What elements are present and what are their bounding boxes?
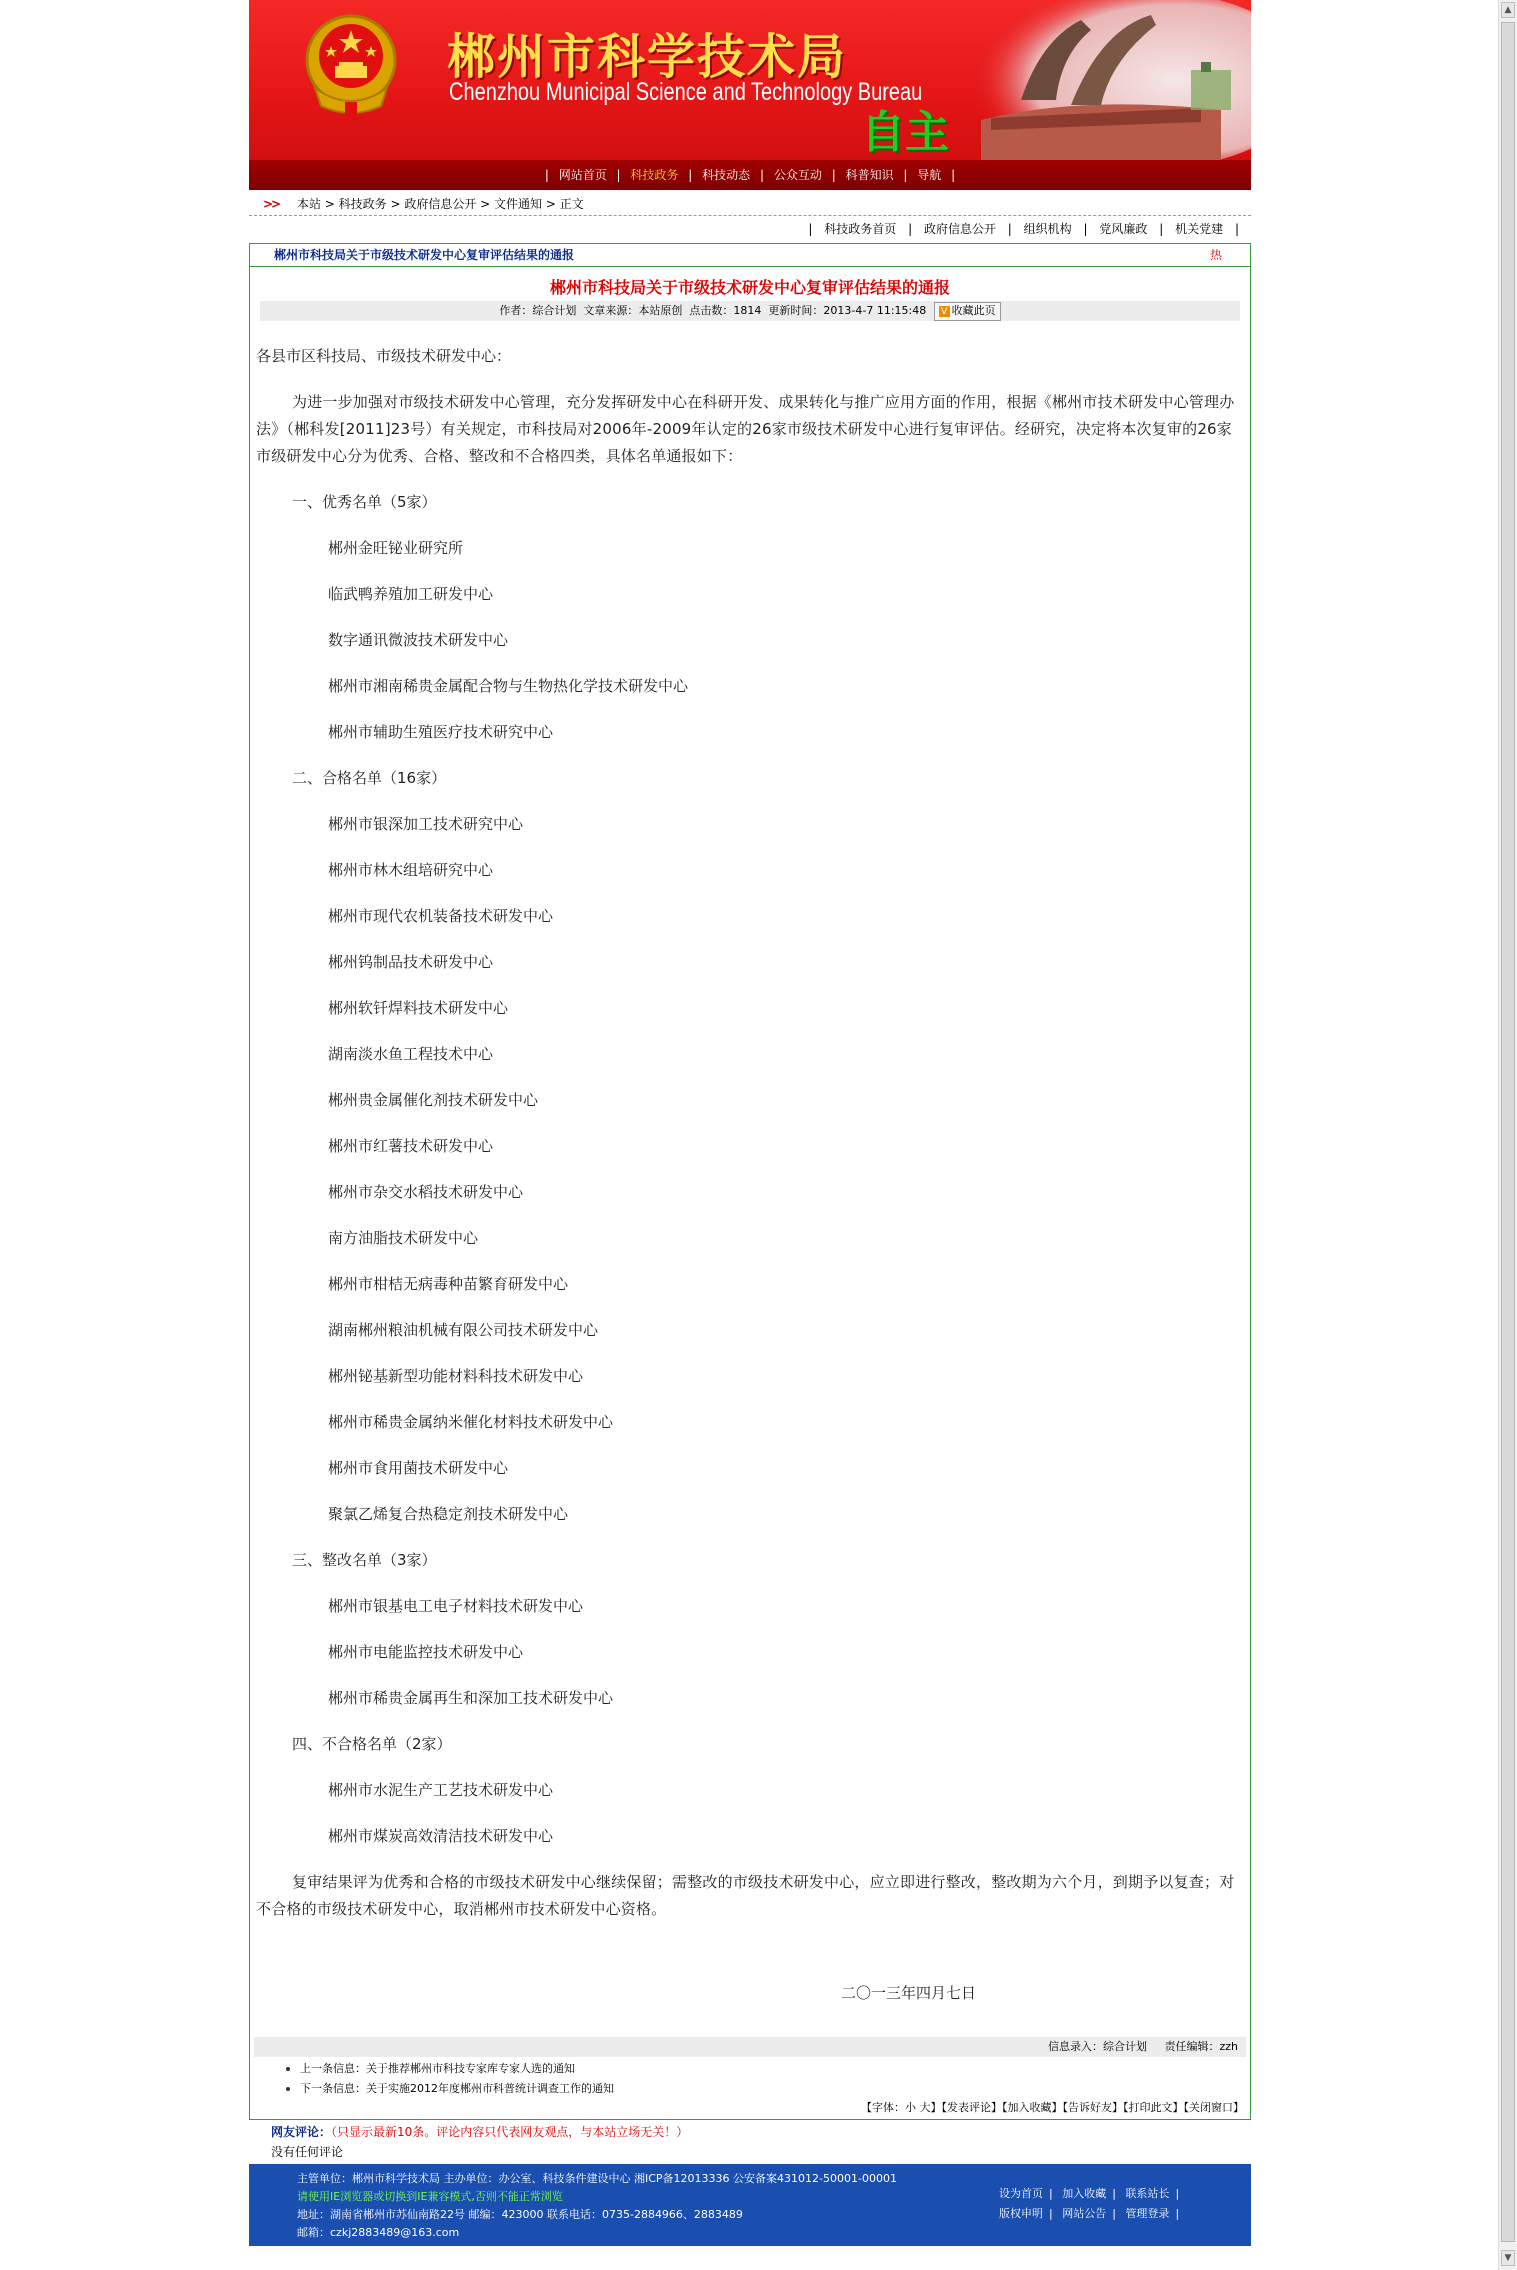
issue-date: 二〇一三年四月七日: [840, 1984, 976, 2002]
subnav-separator: |: [1083, 222, 1088, 236]
list-item: 湖南淡水鱼工程技术中心: [328, 1045, 494, 1063]
favorite-label: 收藏此页: [951, 304, 996, 317]
next-label: 下一条信息：: [300, 2082, 366, 2095]
author-label: 作者：: [499, 304, 533, 317]
info-entry-value: 综合计划: [1102, 2040, 1147, 2053]
add-favorite-link[interactable]: 加入收藏: [1062, 2187, 1107, 2200]
list-item: 郴州市食用菌技术研发中心: [328, 1459, 509, 1477]
next-link-row: [286, 2079, 1250, 2099]
updated-label: 更新时间：: [768, 304, 824, 317]
comments-label: 网友评论：: [271, 2125, 332, 2139]
print-article-button[interactable]: 【打印此文】: [1123, 2101, 1184, 2114]
section-heading: 三、整改名单（3家）: [292, 1551, 437, 1569]
list-item: 郴州贵金属催化剂技术研发中心: [328, 1091, 539, 1109]
nav-separator: |: [903, 168, 908, 182]
list-item: 郴州市柑桔无病毒种苗繁育研发中心: [328, 1275, 569, 1293]
subnav-item[interactable]: 政府信息公开: [923, 222, 996, 236]
subnav-item[interactable]: 科技政务首页: [824, 222, 897, 236]
list-item: 郴州钨制品技术研发中心: [328, 953, 494, 971]
list-item: 郴州软钎焊料技术研发中心: [328, 999, 509, 1017]
nav-item-science[interactable]: 科普知识: [845, 168, 894, 182]
subnav-separator: |: [1159, 222, 1164, 236]
breadcrumb-item-current: 正文: [559, 197, 584, 211]
article-box: [249, 243, 1251, 2120]
site-footer: [249, 2164, 1251, 2246]
breadcrumb-item[interactable]: 政府信息公开: [404, 197, 477, 211]
list-item: 郴州金旺铋业研究所: [328, 539, 464, 557]
nav-item-interaction[interactable]: 公众互动: [773, 168, 822, 182]
nav-separator: |: [759, 168, 765, 182]
footer-owner: 主管单位：郴州市科学技术局 主办单位：办公室、科技条件建设中心 湘ICP备12013336 公安备案431012-50001-00001: [297, 2172, 897, 2185]
post-comment-button[interactable]: 【发表评论】: [941, 2101, 1002, 2114]
conclusion-paragraph: 复审结果评为优秀和合格的市级技术研发中心继续保留；需整改的市级技术研发中心，应立即进行整改，整改期为六个月，到期予以复查；对不合格的市级技术研发中心，取消郴州市技术研发中心资格。: [256, 1873, 1235, 1918]
close-window-button[interactable]: 【关闭窗口】: [1183, 2101, 1244, 2114]
prev-label: 上一条信息：: [300, 2062, 366, 2075]
bullet-icon: [286, 2087, 290, 2091]
prev-link-row: [286, 2059, 1250, 2079]
site-banner: [249, 0, 1251, 160]
prev-next-links: [250, 2059, 1250, 2099]
footer-browser-warning: 请使用IE浏览器或切换到IE兼容模式,否则不能正常浏览: [297, 2190, 563, 2203]
breadcrumb-item[interactable]: 本站: [296, 197, 321, 211]
subnav-item[interactable]: 组织机构: [1023, 222, 1072, 236]
subnav-separator: |: [1234, 222, 1239, 236]
clicks-label: 点击数：: [689, 304, 734, 317]
breadcrumb-item[interactable]: 文件通知: [494, 197, 543, 211]
article-box-header: [250, 244, 1250, 267]
info-row: [254, 2037, 1246, 2057]
admin-login-link[interactable]: 管理登录: [1125, 2207, 1170, 2220]
subnav-item[interactable]: 党风廉政: [1099, 222, 1148, 236]
favorite-page-button[interactable]: [934, 302, 1001, 321]
article-content: [250, 321, 1250, 2007]
subnav-separator: |: [1007, 222, 1012, 236]
comments-header: [249, 2122, 1251, 2142]
set-homepage-link[interactable]: 设为首页: [999, 2187, 1043, 2200]
list-item: 郴州市煤炭高效清洁技术研发中心: [328, 1827, 554, 1845]
article-meta: [260, 301, 1240, 321]
list-item: 郴州市杂交水稻技术研发中心: [328, 1183, 524, 1201]
list-item: 数字通讯微波技术研发中心: [328, 631, 509, 649]
font-size-label: 【字体：: [861, 2101, 905, 2114]
source-value: 本站原创: [638, 304, 683, 317]
sculpture-photo-icon: [961, 0, 1251, 160]
section-heading: 一、优秀名单（5家）: [292, 493, 437, 511]
national-emblem-icon: [301, 10, 401, 125]
nav-separator: |: [831, 168, 836, 182]
nav-item-affairs[interactable]: 科技政务: [630, 168, 679, 182]
main-nav: [249, 160, 1251, 190]
next-article-link[interactable]: 关于实施2012年度郴州市科普统计调查工作的通知: [366, 2082, 614, 2095]
list-item: 郴州市红薯技术研发中心: [328, 1137, 494, 1155]
section-heading: 四、不合格名单（2家）: [292, 1735, 452, 1753]
intro-paragraph: 为进一步加强对市级技术研发中心管理，充分发挥研发中心在科研开发、成果转化与推广应用方面的作用，根据《郴州市技术研发中心管理办法》（郴科发[2011]23号）有关规定，市科技局对2006年-2009年认定的26家市级技术研发中心进行复审评估。经研究，决定将本次复审的26家市级研发中心分为优秀、合格、整改和不合格四类，具体名单通报如下：: [256, 393, 1235, 465]
nav-item-guide[interactable]: 导航: [917, 168, 942, 182]
source-label: 文章来源：: [583, 304, 639, 317]
author-value: 综合计划: [532, 304, 577, 317]
subnav-item[interactable]: 机关党建: [1175, 222, 1224, 236]
breadcrumb-item[interactable]: 科技政务: [338, 197, 387, 211]
list-item: 郴州市林木组培研究中心: [328, 861, 494, 879]
window-scrollbar[interactable]: [1498, 0, 1517, 2270]
scroll-down-arrow-icon[interactable]: ▼: [1501, 2250, 1515, 2266]
no-comment-text: 没有任何评论: [271, 2145, 344, 2159]
footer-email: 邮箱：czkj2883489@163.com: [297, 2226, 460, 2239]
info-entry-label: 信息录入：: [1047, 2040, 1103, 2053]
updated-value: 2013-4-7 11:15:48: [823, 304, 927, 317]
article-title: 郴州市科技局关于市级技术研发中心复审评估结果的通报: [549, 278, 950, 297]
breadcrumb: >> 本站 > 科技政务 > 政府信息公开 > 文件通知 > 正文: [249, 193, 1251, 216]
list-item: 郴州市稀贵金属纳米催化材料技术研发中心: [328, 1413, 614, 1431]
section-heading: 二、合格名单（16家）: [292, 769, 447, 787]
font-large-button[interactable]: 大: [919, 2101, 931, 2114]
editor-label: 责任编辑：: [1164, 2040, 1220, 2053]
list-item: 郴州市银深加工技术研究中心: [328, 815, 524, 833]
font-size-label-end: 】: [930, 2101, 942, 2114]
nav-item-news[interactable]: 科技动态: [702, 168, 751, 182]
list-item: 南方油脂技术研发中心: [328, 1229, 479, 1247]
breadcrumb-arrow-icon: >>: [263, 197, 280, 211]
nav-item-home[interactable]: 网站首页: [558, 168, 607, 182]
footer-address: 地址：湖南省郴州市苏仙南路22号 邮编：423000 联系电话：0735-2884966、2883489: [297, 2208, 743, 2221]
font-small-button[interactable]: 小: [905, 2101, 916, 2114]
list-item: 郴州铋基新型功能材料科技术研发中心: [328, 1367, 584, 1385]
list-item: 聚氯乙烯复合热稳定剂技术研发中心: [328, 1505, 569, 1523]
site-notice-link[interactable]: 网站公告: [1062, 2207, 1107, 2220]
bullet-icon: [286, 2067, 290, 2071]
list-item: 郴州市稀贵金属再生和深加工技术研发中心: [328, 1689, 614, 1707]
nav-separator: |: [951, 168, 956, 182]
clicks-value: 1814: [733, 304, 762, 317]
nav-separator: |: [544, 168, 549, 182]
list-item: 湖南郴州粮油机械有限公司技术研发中心: [328, 1321, 599, 1339]
nav-separator: |: [616, 168, 621, 182]
footer-info: [297, 2170, 897, 2242]
tell-friend-button[interactable]: 【告诉好友】: [1062, 2101, 1123, 2114]
article-head-title: 郴州市科技局关于市级技术研发中心复审评估结果的通报: [274, 248, 575, 262]
scroll-up-arrow-icon[interactable]: ▲: [1501, 2, 1515, 18]
scrollbar-thumb[interactable]: [1501, 22, 1515, 2242]
nav-separator: |: [688, 168, 693, 182]
add-favorite-button[interactable]: 【加入收藏】: [1002, 2101, 1063, 2114]
list-item: 临武鸭养殖加工研发中心: [328, 585, 494, 603]
site-title-cn: 郴州市科学技术局: [447, 29, 848, 85]
comments-note: （只显示最新10条。评论内容只代表网友观点，与本站立场无关！）: [331, 2125, 689, 2139]
subnav-separator: |: [808, 222, 813, 236]
list-item: 郴州市现代农机装备技术研发中心: [328, 907, 554, 925]
subnav-separator: |: [908, 222, 913, 236]
contact-admin-link[interactable]: 联系站长: [1125, 2187, 1170, 2200]
list-item: 郴州市湘南稀贵金属配合物与生物热化学技术研发中心: [328, 677, 689, 695]
list-item: 郴州市电能监控技术研发中心: [328, 1643, 524, 1661]
prev-article-link[interactable]: 关于推荐郴州市科技专家库专家人选的通知: [366, 2062, 575, 2075]
hot-badge: 热: [1209, 248, 1222, 262]
list-item: 郴州市银基电工电子材料技术研发中心: [328, 1597, 584, 1615]
editor-value: zzh: [1219, 2040, 1238, 2053]
list-item: 郴州市辅助生殖医疗技术研究中心: [328, 723, 554, 741]
sub-nav: [249, 219, 1251, 239]
page: [249, 0, 1251, 2246]
footer-links: 设为首页 | 加入收藏 | 联系站长 | 版权申明 | 网站公告 | 管理登录 |: [999, 2187, 1180, 2220]
banner-badge: 自主: [861, 107, 949, 158]
favorite-icon: V: [940, 306, 948, 317]
site-title-en: Chenzhou Municipal Science and Technology Bureau: [449, 78, 923, 106]
salutation: 各县市区科技局、市级技术研发中心：: [256, 347, 512, 365]
article-tools: [250, 2099, 1250, 2119]
copyright-link[interactable]: 版权申明: [999, 2207, 1043, 2220]
list-item: 郴州市水泥生产工艺技术研发中心: [328, 1781, 554, 1799]
